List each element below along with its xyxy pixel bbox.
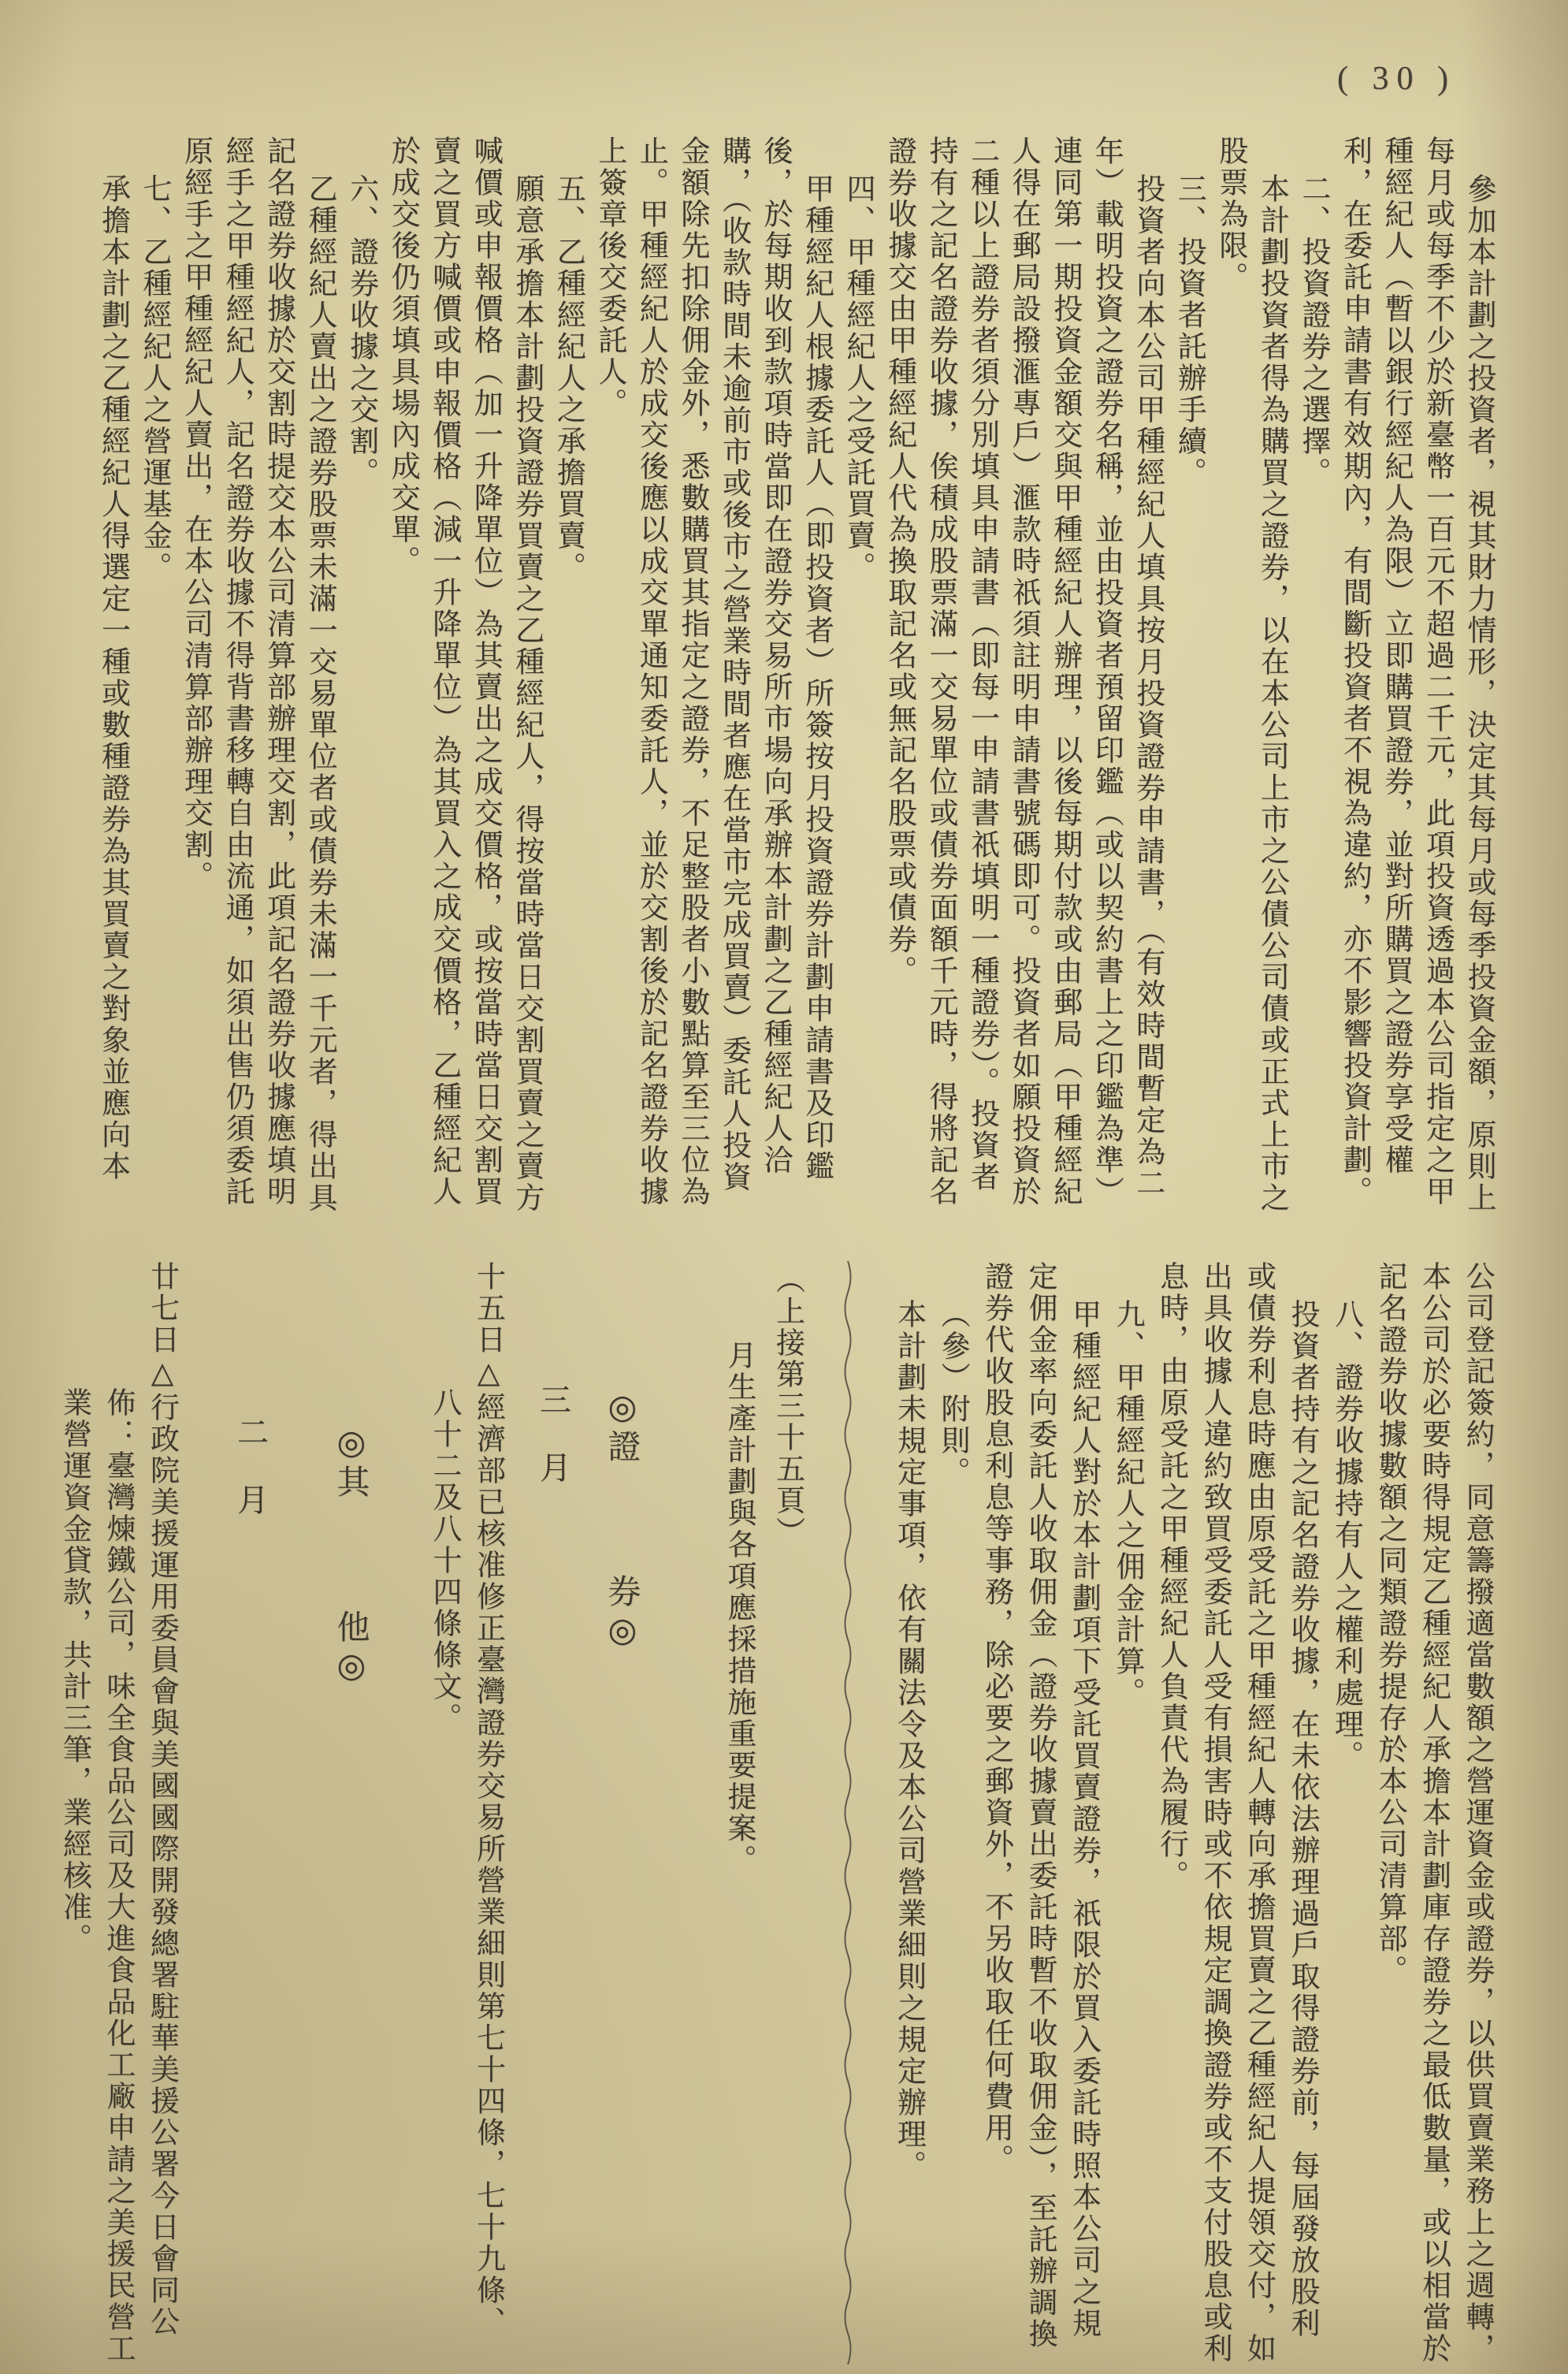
month-heading-march: 三 月 [535,1383,571,1485]
wavy-divider-line [842,1261,853,2365]
news-item: 十五日△經濟部已核准修正臺灣證券交易所營業細則第七十四條，七十九條、八十二及八十四條條文。 [428,1261,504,2338]
plan-paragraph-continued: 公司登記簽約，同意籌撥適當數額之營運資金或證券，以供買賣業務上之週轉，本公司於必要時得規定乙種經紀人承擔本計劃庫存證券之最低數量，或以相當於記名證券收據數額之同類證券提存於本公司清算部。 [1373,1261,1493,2365]
continued-article-text: 月生產計劃與各項應採措施重要提案。 [723,1340,755,1876]
plan-paragraph-partial: 承擔本計劃之乙種經紀人得選定一種或數種證券為其買賣之對象並應向本 [96,173,129,1183]
plan-paragraph: 本計劃投資者得為購買之證券，以在本公司上市之公債公司債或正式上市之股票為限。 [1213,136,1288,1215]
news-item: 廿七日△行政院美援運用委員會與美國國際開發總署駐華美援公署今日會同公佈：臺灣煉鐵公司，味全食品公司及大進食品化工廠申請之美援民營工業營運資金貸款，共計三筆，業經核准。 [58,1261,178,2365]
plan-heading-3: 三、投資者託辦手續。 [1172,173,1206,489]
lower-half [47,1261,1499,2365]
plan-paragraph: 本計劃未規定事項，依有關法令及本公司營業細則之規定辦理。 [892,1299,925,2182]
plan-paragraph: 甲種經紀人對於本計劃項下受託買賣證券，祇限於買入委託時照本公司之規定佣金率向委託人收取佣金（證券收據賣出委託時暫不收取佣金），至託辦調換證券代收股息利息等事務，除必要之郵資外，不另收取任何費用。 [979,1261,1100,2350]
news-digest-column [47,1261,809,2365]
investment-plan-text-upper [91,136,1499,1215]
plan-heading-7: 七、乙種經紀人之營運基金。 [138,173,170,584]
plan-paragraph: 參加本計劃之投資者，視其財力情形，決定其每月或每季投資金額，原則上每月或每季不少於新臺幣一百元不超過二千元，此項投資透過本公司指定之甲種經紀人（暫以銀行經紀人為限）立即購買證券，並對所購買之證券享受權利，在委託申請書有效期內，有間斷投資者不視為違約，亦不影響投資計劃。 [1338,136,1495,1215]
plan-paragraph: 願意承擔本計劃投資證券買賣之乙種經紀人，得按當時當日交割買賣之賣方喊價或申報價格（加一升降單位）為其賣出之成交價格，或按當時當日交割買賣之買方喊價或申報價格（減一升降單位）為其買入之成交價格，乙種經紀人於成交後仍須填具場內成交單。 [386,136,543,1215]
plan-heading-4: 四、甲種經紀人之受託買賣。 [842,173,875,584]
plan-heading-9: 九、甲種經紀人之佣金計算。 [1111,1299,1143,1710]
investment-plan-text-lower [886,1261,1499,2365]
plan-heading-5: 五、乙種經紀人之承擔買賣。 [552,173,585,584]
plan-paragraph: 投資者持有之記名證券收據，在未依法辦理過戶取得證券前，每屆發放股利或債券利息時應由原受託之甲種經紀人轉向承擔買賣之乙種經紀人提領交付，如出具收據人違約致買受委託人受有損害時或不依規定調換證券或不支付股息或利息時，由原受託之甲種經紀人負責代為履行。 [1154,1261,1318,2365]
page-number: ( 30 ) [1337,61,1456,97]
plan-paragraph: 投資者向本公司甲種經紀人填具按月投資證券申請書，（有效時間暫定為二年）載明投資之證券名稱，並由投資者預留印鑑（或以契約書上之印鑑為準）連同第一期投資金額交與甲種經紀人辦理，以後每期付款或由郵局（甲種經紀人得在郵局設撥滙專戶）滙款時祇須註明申請書號碼即可。投資者如願投資於二種以上證券者須分別填具申請書（即每一申請書祇填明一種證券）。投資者持有之記名證券收據，俟積成股票滿一交易單位或債券面額千元時，得將記名證券收據交由甲種經紀人代為換取記名或無記名股票或債券。 [882,136,1164,1207]
plan-heading-6: 六、證券收據之交割。 [344,173,377,489]
plan-heading-appendix: （參）附則。 [936,1299,968,1489]
plan-paragraph: 乙種經紀人賣出之證券股票未滿一交易單位者或債券未滿一千元者，得出具記名證券收據於交割時提交本公司清算部辦理交割，此項記名證券收據應填明經手之甲種經紀人，記名證券收據不得背書移轉自由流通，如須出售仍須委託原經手之甲種經紀人賣出，在本公司清算部辦理交割。 [179,136,336,1215]
section-heading-securities: ◎證 券◎ [603,1387,640,1652]
plan-paragraph: 甲種經紀人根據委託人（即投資者）所簽按月投資證券計劃申請書及印鑑後，於每期收到款項時當即在證券交易所市場向承辦本計劃之乙種經紀人洽購，（收款時間未逾前市或後市之營業時間者應在當市完成買賣）委託人投資金額除先扣除佣金外，悉數購買其指定之證券，不足整股者小數點算至三位為止。甲種經紀人於成交後應以成交單通知委託人，並於交割後於記名證券收據上簽章後交委託人。 [593,136,833,1207]
continued-from-note: （上接第三十五頁） [771,1264,804,1548]
plan-heading-8: 八、證券收據持有人之權利處理。 [1329,1299,1362,1773]
plan-heading-2: 二、投資證券之選擇。 [1296,173,1329,489]
section-heading-others: ◎其 他◎ [332,1423,369,1687]
month-heading-february: 二 月 [232,1416,269,1517]
